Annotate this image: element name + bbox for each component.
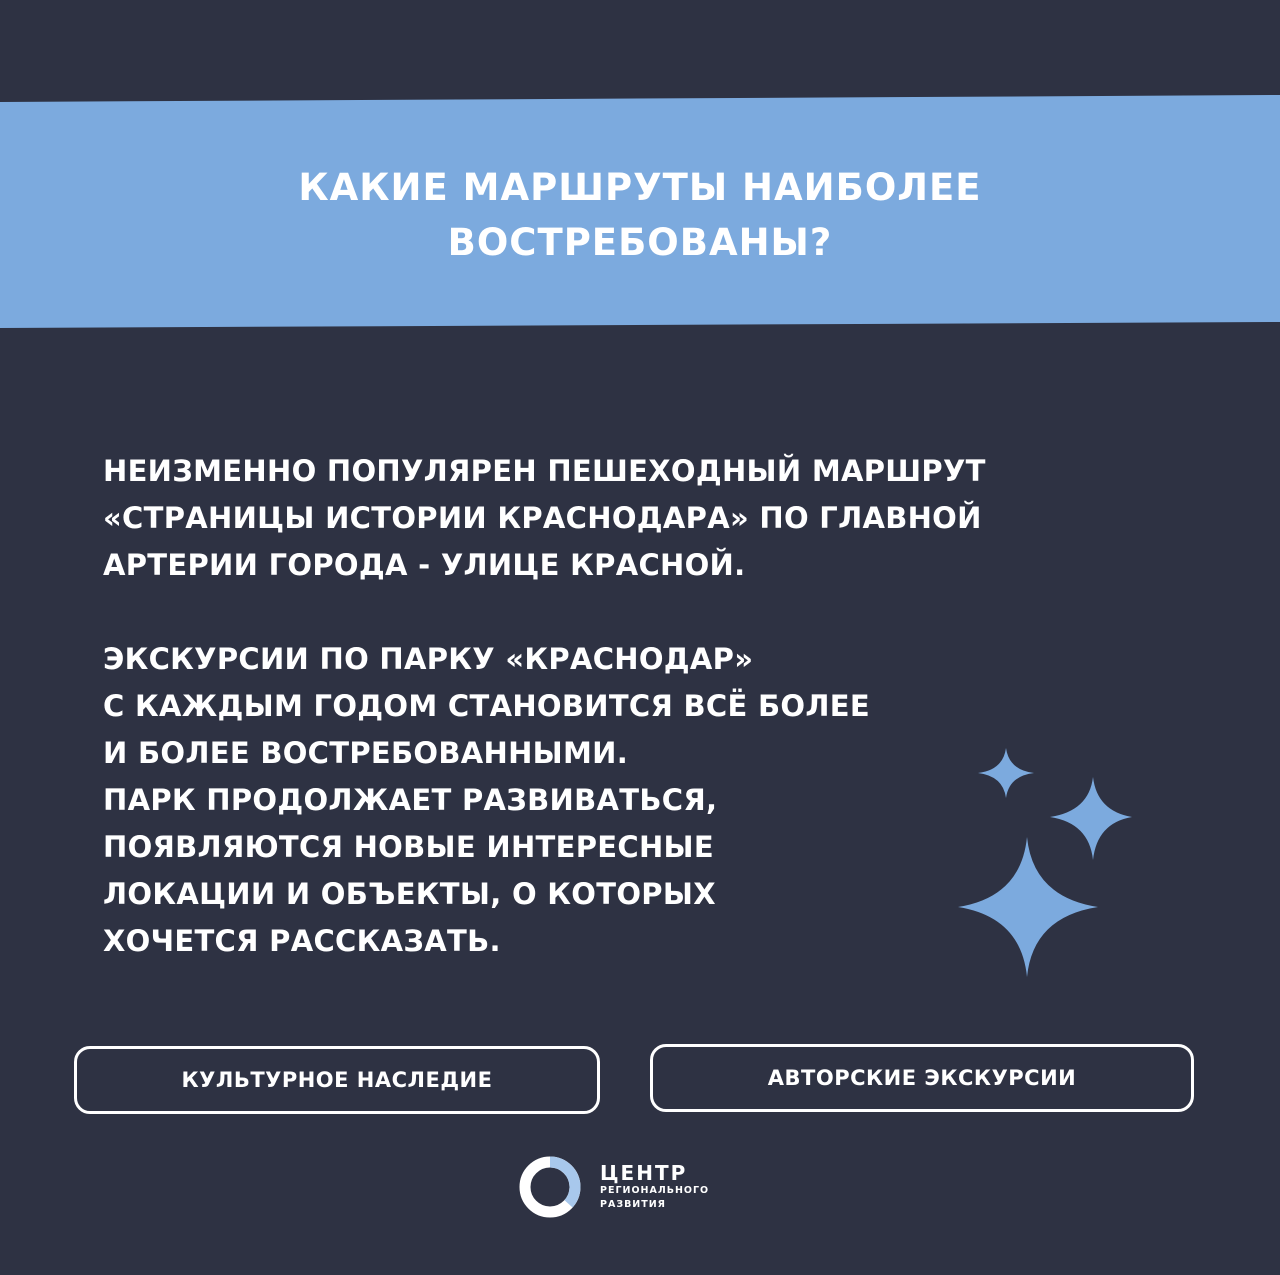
tag-author-tours-label: АВТОРСКИЕ ЭКСКУРСИИ bbox=[767, 1066, 1077, 1090]
paragraph-spacer bbox=[103, 589, 1203, 636]
tag-cultural-heritage-label: КУЛЬТУРНОЕ НАСЛЕДИЕ bbox=[181, 1068, 493, 1092]
title-line-1: КАКИЕ МАРШРУТЫ НАИБОЛЕЕ bbox=[298, 166, 982, 209]
paragraph-2-line-7: ХОЧЕТСЯ РАССКАЗАТЬ. bbox=[103, 924, 501, 958]
paragraph-2-line-4: ПАРК ПРОДОЛЖАЕТ РАЗВИВАТЬСЯ, bbox=[103, 783, 718, 817]
logo-line-2: РЕГИОНАЛЬНОГО bbox=[600, 1185, 710, 1196]
paragraph-2-line-3: И БОЛЕЕ ВОСТРЕБОВАННЫМИ. bbox=[103, 736, 629, 770]
ring-logo-icon bbox=[518, 1155, 582, 1219]
sparkle-medium bbox=[1050, 777, 1132, 860]
paragraph-2-line-1: ЭКСКУРСИИ ПО ПАРКУ «КРАСНОДАР» bbox=[103, 642, 754, 676]
paragraph-2-line-2: С КАЖДЫМ ГОДОМ СТАНОВИТСЯ ВСЁ БОЛЕЕ bbox=[103, 689, 870, 723]
paragraph-1 bbox=[103, 448, 1203, 589]
brand-logo bbox=[518, 1152, 709, 1222]
tag-author-tours[interactable] bbox=[650, 1044, 1194, 1112]
paragraph-2-line-5: ПОЯВЛЯЮТСЯ НОВЫЕ ИНТЕРЕСНЫЕ bbox=[103, 830, 714, 864]
paragraph-2-line-6: ЛОКАЦИИ И ОБЪЕКТЫ, О КОТОРЫХ bbox=[103, 877, 716, 911]
page-title bbox=[0, 160, 1280, 270]
sparkle-large bbox=[958, 837, 1098, 977]
sparkle-small bbox=[978, 748, 1034, 798]
tag-cultural-heritage[interactable] bbox=[74, 1046, 600, 1114]
logo-wordmark bbox=[600, 1162, 709, 1212]
sparkles-icon bbox=[950, 740, 1150, 990]
paragraph-1-line-3: АРТЕРИИ ГОРОДА - УЛИЦЕ КРАСНОЙ. bbox=[103, 548, 746, 582]
paragraph-1-line-1: НЕИЗМЕННО ПОПУЛЯРЕН ПЕШЕХОДНЫЙ МАРШРУТ bbox=[103, 454, 986, 488]
logo-line-3: РАЗВИТИЯ bbox=[600, 1199, 667, 1210]
paragraph-1-line-2: «СТРАНИЦЫ ИСТОРИИ КРАСНОДАРА» ПО ГЛАВНОЙ bbox=[103, 501, 982, 535]
logo-line-1: ЦЕНТР bbox=[600, 1161, 688, 1185]
title-line-2: ВОСТРЕБОВАНЫ? bbox=[447, 221, 833, 264]
